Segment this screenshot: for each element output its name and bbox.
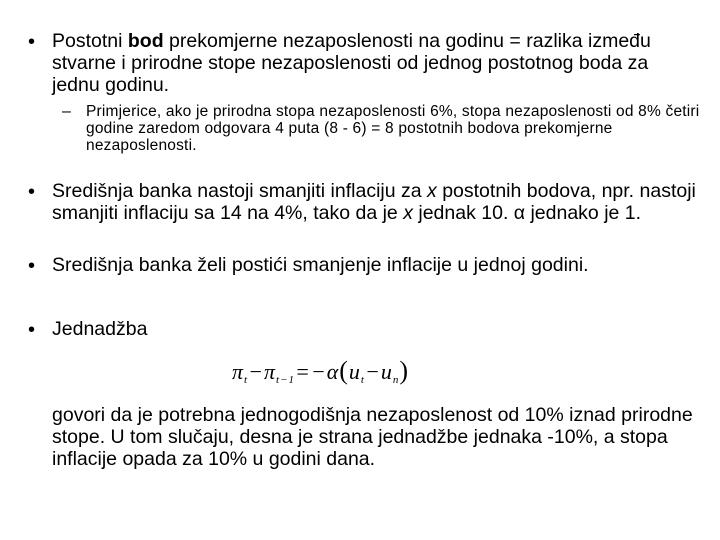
bullet-icon: • <box>28 319 36 341</box>
bullet-text-1: Postotni bod prekomjerne nezaposlenosti na godinu = razlika između stvarne i prirodne stope nezaposlenosti od jednog postotnog boda za jednu godinu. <box>52 30 651 96</box>
bullet-icon: • <box>28 31 36 53</box>
equation: $\pi_t-\pi_{t-1}=-\alpha(u_t-u_n)$ <box>232 356 410 386</box>
bullet-icon: • <box>28 181 36 203</box>
dash-icon: – <box>62 103 71 120</box>
bullet-text-3: Središnja banka želi postići smanjenje inflacije u jednoj godini. <box>52 254 589 276</box>
bullet-icon: • <box>28 255 36 277</box>
bold-term: bod <box>127 30 164 52</box>
bullet-text-2: Središnja banka nastoji smanjiti inflaciju za x postotnih bodova, npr. nastoji smanjiti inflaciju sa 14 na 4%, tako da je x jednak 10. α jednako je 1. <box>52 180 696 224</box>
sub-bullet-text-1: Primjerice, ako je prirodna stopa nezaposlenosti 6%, stopa nezaposlenosti od 8% četiri godine zaredom odgovara 4 puta (8 - 6) = 8 postotnih bodova prekomjerne nezaposlenosti. <box>86 103 700 154</box>
continuation-text: govori da je potrebna jednogodišnja nezaposlenost od 10% iznad prirodne stope. U tom slučaju, desna je strana jednadžbe jednaka -10%, a stopa inflacije opada za 10% u godini dana. <box>52 404 693 470</box>
bullet-text-4: Jednadžba <box>52 318 148 340</box>
